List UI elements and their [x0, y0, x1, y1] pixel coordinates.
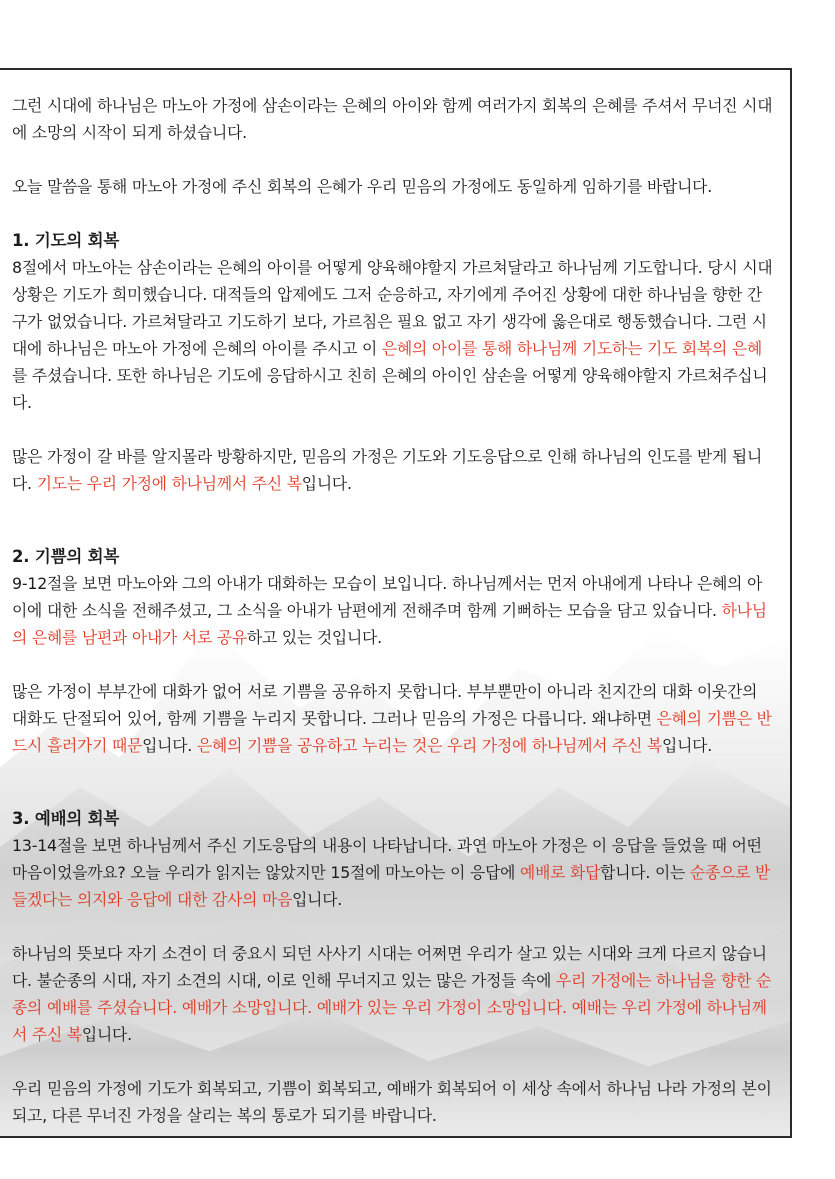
highlight-text: 은혜의 기쁨은 반드시 흘러가기 때문 — [12, 709, 772, 755]
document-body — [12, 92, 774, 1129]
intro-paragraph-1: 그런 시대에 하나님은 마노아 가정에 삼손이라는 은혜의 아이와 함께 여러가지 회복의 은혜를 주셔서 무너진 시대에 소망의 시작이 되게 하셨습니다. — [12, 96, 773, 142]
section-3-paragraph-1: 13-14절을 보면 하나님께서 주신 기도응답의 내용이 나타납니다. 과연 마노아 가정은 이 응답을 들었을 때 어떤 마음이었을까요? 오늘 우리가 읽지는 않았지만 15절에 마노아는 이 응답에 예배로 화답합니다. 이는 순종으로 받들겠다는 의지와 응답에 대한 감사의 마음입니다. — [12, 836, 771, 909]
section-1-paragraph-1: 8절에서 마노아는 삼손이라는 은혜의 아이를 어떻게 양육해야할지 가르쳐달라고 하나님께 기도합니다. 당시 시대상황은 기도가 희미했습니다. 대적들의 압제에도 그저 순응하고, 자기에게 주어진 상황에 대한 하나님을 향한 간구가 없었습니다. 가르쳐달라고 기도하기 보다, 가르침은 필요 없고 자기 생각에 옳은대로 행동했습니다. 그런 시대에 하나님은 마노아 가정에 은혜의 아이를 주시고 이 은혜의 아이를 통해 하나님께 기도하는 기도 회복의 은혜를 주셨습니다. 또한 하나님은 기도에 응답하시고 친히 은혜의 아이인 삼손을 어떻게 양육해야할지 가르쳐주십니다. — [12, 258, 773, 412]
section-2-heading: 2. 기쁨의 회복 — [12, 547, 120, 566]
intro-paragraph-2: 오늘 말씀을 통해 마노아 가정에 주신 회복의 은혜가 우리 믿음의 가정에도 동일하게 임하기를 바랍니다. — [12, 177, 713, 196]
highlight-text: 하나님의 은혜를 남편과 아내가 서로 공유 — [12, 601, 767, 647]
highlight-text: 예배로 화답 — [520, 863, 601, 882]
section-3-heading: 3. 예배의 회복 — [12, 809, 120, 828]
highlight-text: 은혜의 기쁨을 공유하고 누리는 것은 우리 가정에 하나님께서 주신 복 — [196, 736, 663, 755]
highlight-text: 우리 가정에는 하나님을 향한 순종의 예배를 주셨습니다. 예배가 소망입니다. 예배가 있는 우리 가정이 소망입니다. 예배는 우리 가정에 하나님께서 주신 복 — [12, 971, 772, 1044]
section-3-paragraph-2: 하나님의 뜻보다 자기 소견이 더 중요시 되던 사사기 시대는 어쩌면 우리가 살고 있는 시대와 크게 다르지 않습니다. 불순종의 시대, 자기 소견의 시대, 이로 인해 무너지고 있는 많은 가정들 속에 우리 가정에는 하나님을 향한 순종의 예배를 주셨습니다. 예배가 소망입니다. 예배가 있는 우리 가정이 소망입니다. 예배는 우리 가정에 하나님께서 주신 복입니다. — [12, 944, 772, 1044]
highlight-text: 은혜의 아이를 통해 하나님께 기도하는 기도 회복의 은혜 — [381, 339, 763, 358]
highlight-text: 기도는 우리 가정에 하나님께서 주신 복 — [36, 474, 302, 493]
section-2-paragraph-2: 많은 가정이 부부간에 대화가 없어 서로 기쁨을 공유하지 못합니다. 부부뿐만이 아니라 친지간의 대화 이웃간의 대화도 단절되어 있어, 함께 기쁨을 누리지 못합니다. 그러나 믿음의 가정은 다릅니다. 왜냐하면 은혜의 기쁨은 반드시 흘러가기 때문입니다. 은혜의 기쁨을 공유하고 누리는 것은 우리 가정에 하나님께서 주신 복입니다. — [12, 682, 772, 755]
page-frame — [0, 68, 792, 1138]
section-1-heading: 1. 기도의 회복 — [12, 231, 120, 250]
closing-paragraph: 우리 믿음의 가정에 기도가 회복되고, 기쁨이 회복되고, 예배가 회복되어 이 세상 속에서 하나님 나라 가정의 본이 되고, 다른 무너진 가정을 살리는 복의 통로가 되기를 바랍니다. — [12, 1079, 772, 1125]
section-1-paragraph-2: 많은 가정이 갈 바를 알지몰라 방황하지만, 믿음의 가정은 기도와 기도응답으로 인해 하나님의 인도를 받게 됩니다. 기도는 우리 가정에 하나님께서 주신 복입니다. — [12, 447, 763, 493]
highlight-text: 순종으로 받들겠다는 의지와 응답에 대한 감사의 마음 — [12, 863, 771, 909]
section-2-paragraph-1: 9-12절을 보면 마노아와 그의 아내가 대화하는 모습이 보입니다. 하나님께서는 먼저 아내에게 나타나 은혜의 아이에 대한 소식을 전해주셨고, 그 소식을 아내가 남편에게 전해주며 함께 기뻐하는 모습을 담고 있습니다. 하나님의 은혜를 남편과 아내가 서로 공유하고 있는 것입니다. — [12, 574, 767, 647]
